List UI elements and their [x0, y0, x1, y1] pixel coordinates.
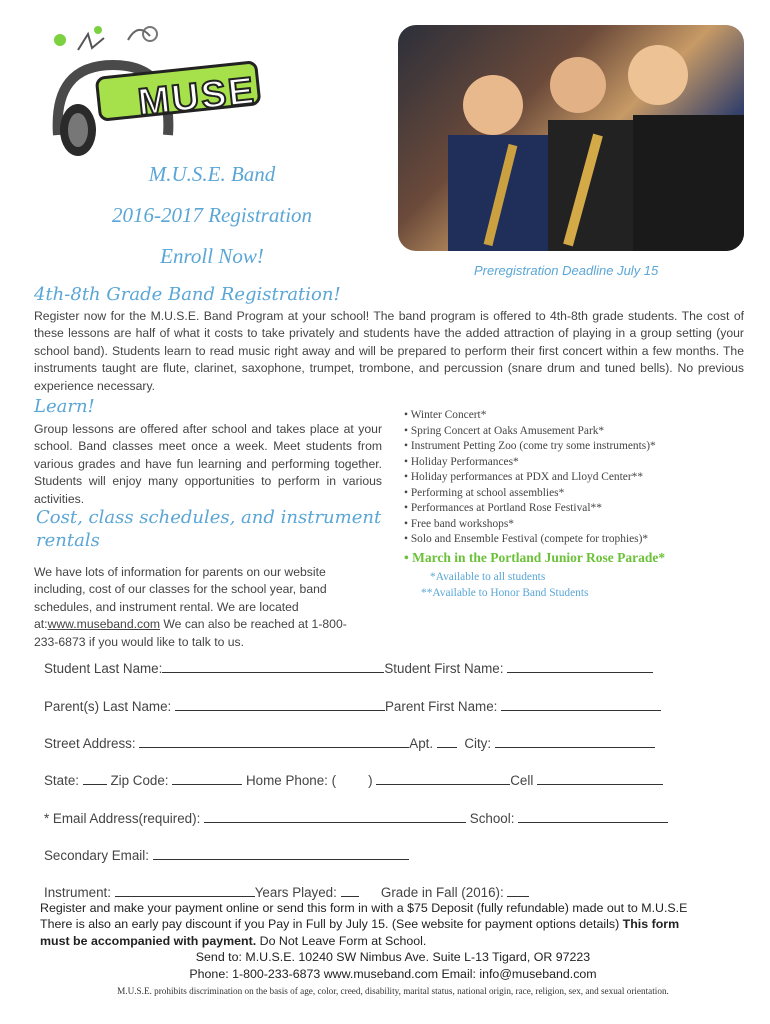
years-input[interactable]: [341, 884, 359, 897]
home-phone-label: Home Phone: (: [246, 773, 337, 788]
row-state-phone: [44, 772, 663, 788]
cost-text-before: We have lots of information for parents on our website including, cost of our classes for the school year, band schedules, and instrument rental. We are located at:: [34, 565, 327, 632]
street-label: Street Address:: [44, 736, 136, 751]
footer-line-2: [40, 916, 746, 932]
years-label: Years Played:: [254, 885, 337, 900]
registration-text: Register now for the M.U.S.E. Band Program at your school! The band program is offered to 4th-8th grade students. The cost of these lessons are half of what it costs to take privately and students have the added attraction of playing in a group setting (your school band). Students learn to read music right away and will be prepared to perform their first concert within a few months. The instruments taught are flute, clarinet, saxophone, trumpet, trombone, and percussion (snare drum and tuned bells). No previous experience necessary.: [34, 309, 744, 393]
cell-label: Cell: [510, 773, 534, 788]
street-input[interactable]: [139, 735, 409, 748]
secondary-email-input[interactable]: [153, 847, 409, 860]
school-label: School:: [469, 811, 515, 826]
footer-address: Send to: M.U.S.E. 10240 SW Nimbus Ave. Suite L-13 Tigard, OR 97223: [195, 950, 591, 965]
footer-line-2b: This form: [622, 917, 680, 932]
secondary-email-label: Secondary Email:: [44, 848, 149, 863]
apt-label: Apt.: [409, 736, 434, 751]
footer-contact: Phone: 1-800-233-6873 www.museband.com Email: info@museband.com: [189, 966, 597, 981]
email-label: * Email Address(required):: [44, 811, 201, 826]
footer: [40, 900, 746, 982]
list-item: • Free band workshops*: [404, 517, 514, 530]
disclaimer: M.U.S.E. prohibits discrimination on the basis of age, color, creed, disability, marital status, national origin, race, religion, sex, and sexual orientation.: [117, 986, 669, 996]
footer-line-3b: Do Not Leave Form at School.: [256, 933, 427, 948]
learn-text: Group lessons are offered after school and takes place at your school. Band classes meet once a week. Meet students from various grades and have fun learning and performing together. Students will enjoy many opportunities to perform in various activities.: [34, 422, 382, 506]
cell-input[interactable]: [537, 772, 663, 785]
row-parent-name: [44, 698, 661, 714]
title-enroll: Enroll Now!: [160, 244, 264, 268]
parent-first-label: Parent First Name:: [385, 699, 498, 714]
parent-first-input[interactable]: [501, 698, 661, 711]
student-last-label: Student Last Name:: [44, 661, 163, 676]
state-input[interactable]: [83, 772, 107, 785]
deadline-text: Preregistration Deadline July 15: [474, 263, 659, 278]
zip-label: Zip Code:: [110, 773, 169, 788]
footer-line-3a: must be accompanied with payment.: [40, 933, 257, 948]
row-secondary-email: [44, 847, 409, 863]
cost-heading: Cost, class schedules, and instrument rentals: [36, 507, 382, 551]
title-band: M.U.S.E. Band: [148, 162, 276, 186]
city-input[interactable]: [495, 735, 655, 748]
zip-input[interactable]: [172, 772, 242, 785]
cost-text: [34, 564, 364, 651]
instrument-label: Instrument:: [44, 885, 111, 900]
note-honor-band: **Available to Honor Band Students: [421, 587, 589, 599]
cost-text-after: We can also be reached at 1-800-233-6873 if you would like to talk to us.: [34, 617, 347, 649]
events-list: [404, 408, 754, 548]
footer-line-2a: There is also an early pay discount if you Pay in Full by July 15. (See website for payment options details): [40, 917, 623, 932]
instrument-input[interactable]: [115, 884, 255, 897]
rose-parade-highlight: • March in the Portland Junior Rose Parade*: [404, 550, 666, 565]
list-item: • Performing at school assemblies*: [404, 486, 565, 499]
muse-logo: [38, 20, 278, 170]
note-all-students: *Available to all students: [430, 571, 546, 583]
state-label: State:: [44, 773, 79, 788]
learn-heading: Learn!: [34, 396, 95, 417]
email-input[interactable]: [204, 810, 466, 823]
row-email: [44, 810, 668, 826]
logo-text: MUSE: [136, 69, 258, 125]
list-item: • Spring Concert at Oaks Amusement Park*: [404, 424, 605, 437]
band-photo: [398, 25, 744, 251]
row-address: [44, 735, 655, 751]
city-label: City:: [464, 736, 492, 751]
row-instrument: [44, 884, 529, 900]
footer-line-3: [40, 933, 746, 949]
registration-heading: 4th-8th Grade Band Registration!: [34, 284, 341, 305]
student-first-label: Student First Name:: [384, 661, 504, 676]
grade-label: Grade in Fall (2016):: [380, 885, 504, 900]
list-item: • Solo and Ensemble Festival (compete for trophies)*: [404, 533, 649, 545]
list-item: • Holiday performances at PDX and Lloyd Center**: [404, 471, 644, 483]
student-first-input[interactable]: [507, 660, 653, 673]
list-item: • Performances at Portland Rose Festival**: [404, 502, 602, 514]
parent-last-input[interactable]: [175, 698, 385, 711]
row-student-name: [44, 660, 653, 676]
parent-last-label: Parent(s) Last Name:: [44, 699, 172, 714]
footer-line-1: Register and make your payment online or send this form in with a $75 Deposit (fully refundable) made out to M.U.S.E: [40, 901, 688, 915]
list-item: • Instrument Petting Zoo (come try some instruments)*: [404, 440, 656, 452]
list-item: • Holiday Performances*: [404, 455, 519, 468]
school-input[interactable]: [518, 810, 668, 823]
apt-input[interactable]: [437, 735, 457, 748]
grade-input[interactable]: [507, 884, 529, 897]
list-item: • Winter Concert*: [404, 409, 487, 421]
student-last-input[interactable]: [162, 660, 384, 673]
website-link[interactable]: www.museband.com: [47, 617, 161, 632]
home-phone-input[interactable]: [376, 772, 510, 785]
title-registration: 2016-2017 Registration: [111, 203, 313, 227]
home-phone-paren: ): [368, 773, 373, 788]
